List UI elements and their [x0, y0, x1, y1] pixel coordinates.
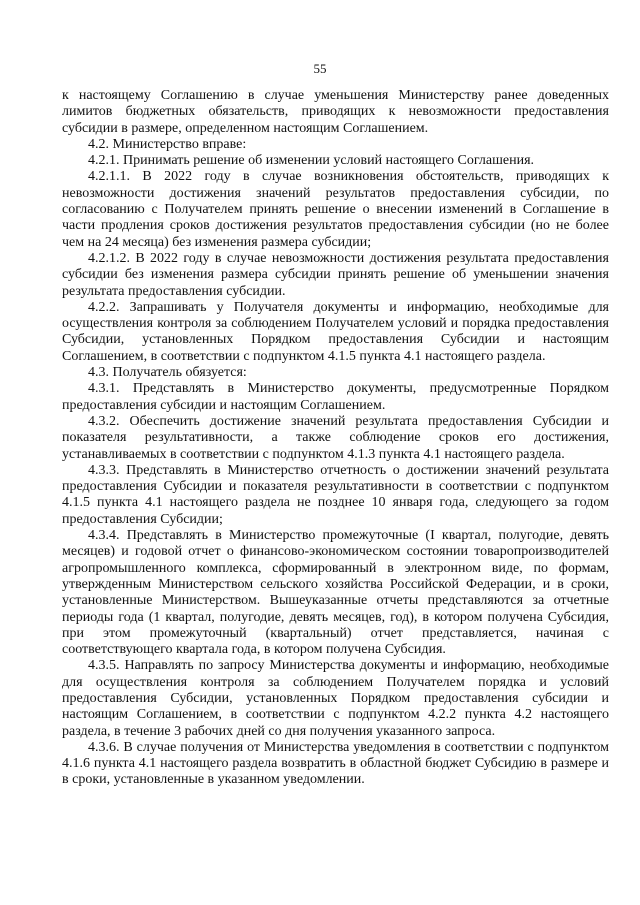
paragraph: 4.2.1.1. В 2022 году в случае возникновения обстоятельств, приводящих к невозможности достижения значений результатов предоставления субсидии, по согласованию с Получателем принять решение о внесении изменений в Соглашение в части продления сроков достижения результатов предоставления субсидии (но не более чем на 24 месяца) без изменения размера субсидии; [62, 169, 609, 250]
paragraph: 4.2.1. Принимать решение об изменении условий настоящего Соглашения. [88, 153, 535, 169]
paragraph: 4.2.1.2. В 2022 году в случае невозможности достижения результата предоставления субсидии без изменения размера субсидии принять решение об уменьшении значения результата предоставления субсидии. [62, 250, 609, 299]
page-number: 55 [313, 61, 327, 76]
document-body [62, 88, 609, 789]
paragraph: 4.3.5. Направлять по запросу Министерства документы и информацию, необходимые для осуществления контроля за соблюдением Получателем порядка и условий предоставления Субсидии, установленных Порядком предоставления субсидии и настоящим Соглашением, в соответствии с подпунктом 4.2.2 пункта 4.2 настоящего раздела, в течение 3 рабочих дней со дня получения указанного запроса. [62, 658, 609, 739]
paragraph: к настоящему Соглашению в случае уменьшения Министерству ранее доведенных лимитов бюджетных обязательств, приводящих к невозможности предоставления субсидии в размере, определенном настоящим Соглашением. [62, 88, 609, 136]
paragraph: 4.3.2. Обеспечить достижение значений результата предоставления Субсидии и показателя результативности, а также соблюдение сроков его достижения, устанавливаемых в соответствии с подпунктом 4.1.3 пункта 4.1 настоящего раздела. [62, 413, 609, 462]
paragraph: 4.3. Получатель обязуется: [88, 365, 247, 381]
paragraph: 4.3.3. Представлять в Министерство отчетность о достижении значений результата предоставления Субсидии и показателя результативности в соответствии с подпунктом 4.1.5 пункта 4.1 настоящего раздела не позднее 10 января года, следующего за годом предоставления Субсидии; [62, 462, 609, 527]
paragraph: 4.3.4. Представлять в Министерство промежуточные (I квартал, полугодие, девять месяцев) и годовой отчет о финансово-экономическом состоянии товаропроизводителей агропромышленного комплекса, сформированный в электронном виде, по формам, утвержденным Министерством сельского хозяйства Российской Федерации, и в сроки, установленные Министерством. Вышеуказанные отчеты представляются за отчетные периоды года (1 квартал, полугодие, девять месяцев, год), в котором получена Субсидия, при этом промежуточный (квартальный) отчет представляется, начиная с соответствующего квартала года, в котором получена Субсидия. [62, 528, 609, 658]
paragraph: 4.3.6. В случае получения от Министерства уведомления в соответствии с подпунктом 4.1.6 пункта 4.1 настоящего раздела возвратить в областной бюджет Субсидию в размере и в сроки, установленные в указанном уведомлении. [62, 739, 609, 788]
paragraph: 4.3.1. Представлять в Министерство документы, предусмотренные Порядком предоставления субсидии и настоящим Соглашением. [62, 381, 609, 413]
paragraph: 4.2.2. Запрашивать у Получателя документы и информацию, необходимые для осуществления контроля за соблюдением Получателем условий и порядка предоставления Субсидии, установленных Порядком предоставления Субсидии и настоящим Соглашением, в соответствии с подпунктом 4.1.5 пункта 4.1 настоящего раздела. [62, 299, 609, 364]
paragraph: 4.2. Министерство вправе: [88, 136, 247, 152]
